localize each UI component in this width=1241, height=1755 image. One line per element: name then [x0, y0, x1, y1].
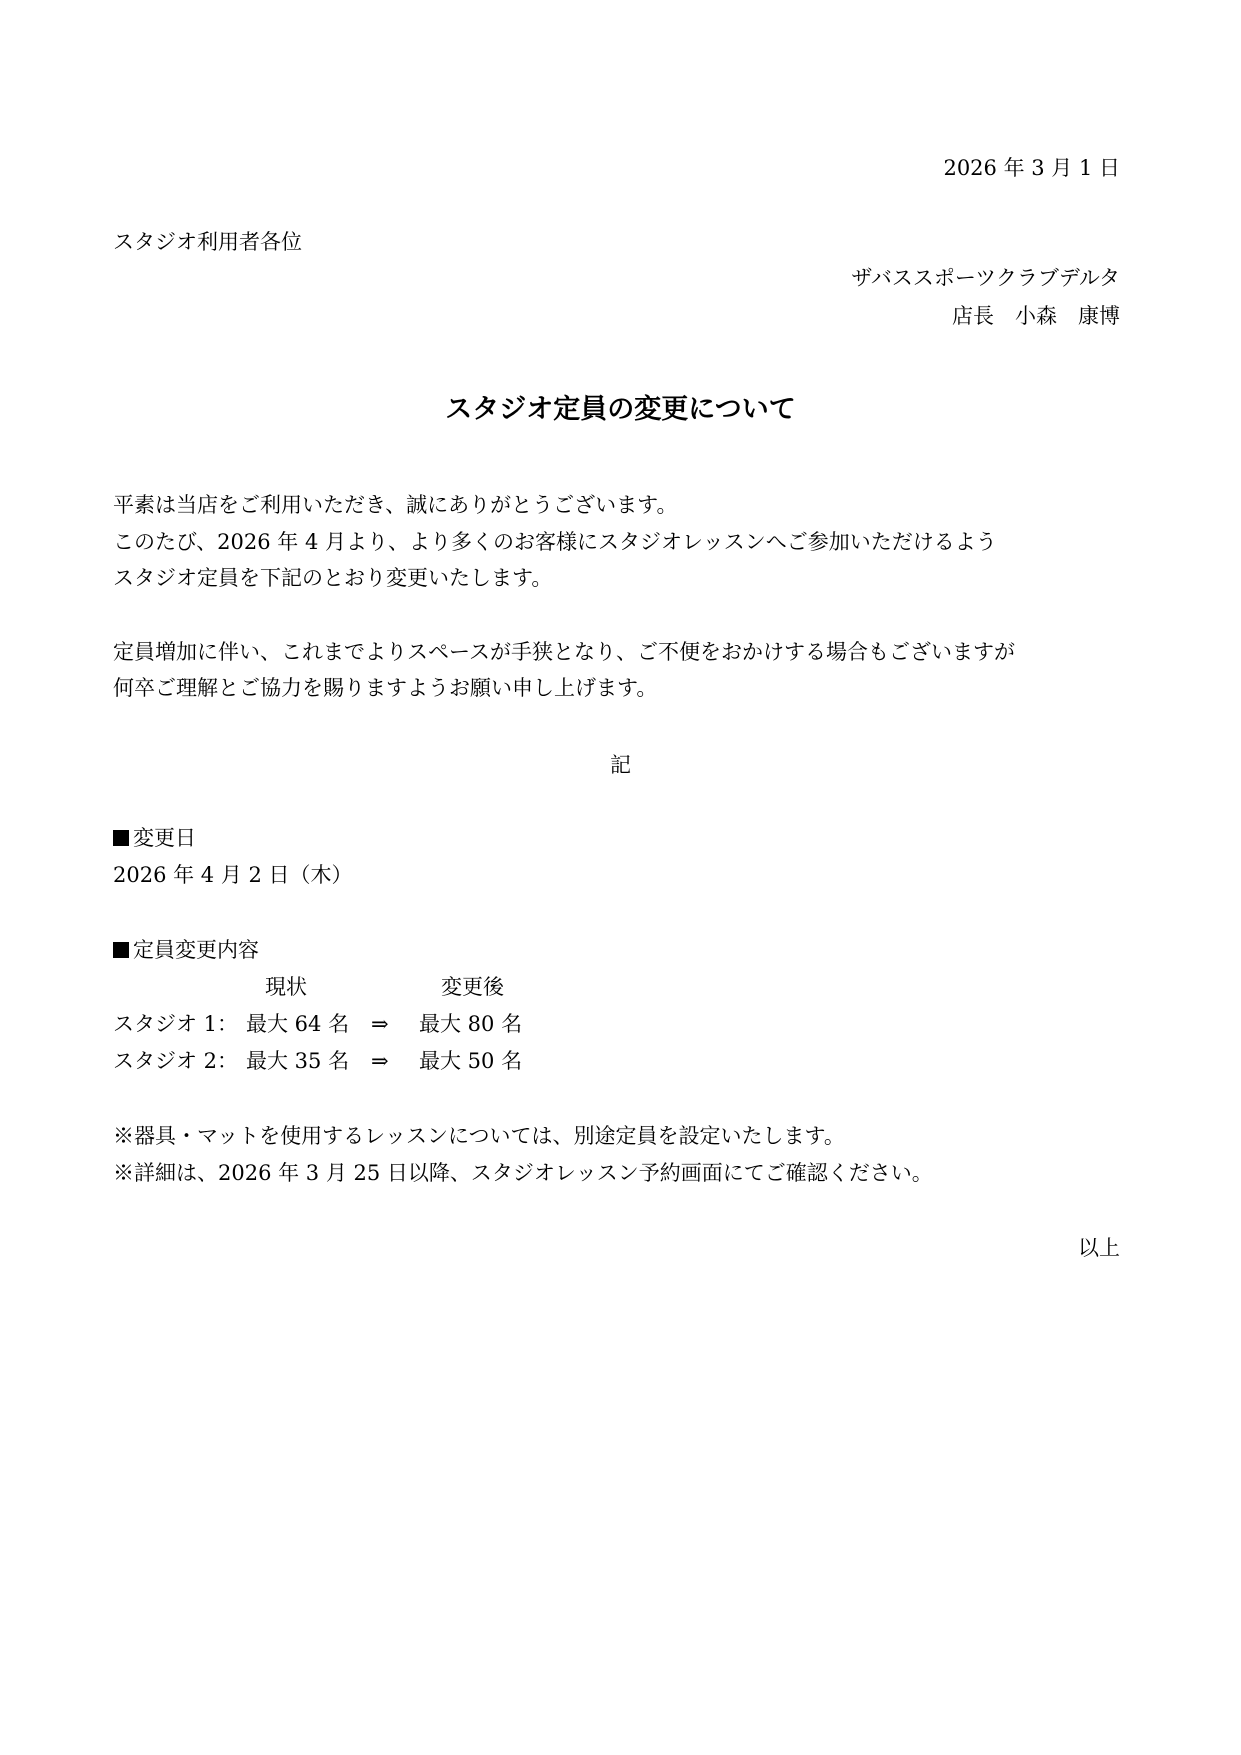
current-capacity: 最大 64 名 — [246, 1012, 350, 1036]
body-line: 平素は当店をご利用いただき、誠にありがとうございます。 — [113, 493, 678, 517]
arrow-icon: ⇒ — [371, 1049, 389, 1073]
sender-name: 店長 小森 康博 — [952, 304, 1120, 328]
closing: 以上 — [1078, 1236, 1120, 1260]
body-line: 定員増加に伴い、これまでよりスペースが手狭となり、ご不便をおかけする場合もございますが — [113, 640, 1015, 664]
change-date-value: 2026 年 4 月 2 日（木） — [113, 863, 353, 887]
column-header-current: 現状 — [265, 975, 307, 999]
new-capacity: 最大 50 名 — [419, 1049, 523, 1073]
document-title: スタジオ定員の変更について — [445, 394, 796, 425]
new-capacity: 最大 80 名 — [419, 1012, 523, 1036]
body-line: このたび、2026 年 4 月より、より多くのお客様にスタジオレッスンへご参加いただけるよう — [113, 530, 997, 554]
column-header-after: 変更後 — [441, 975, 504, 999]
black-square-bullet-icon — [113, 942, 129, 958]
capacity-row — [113, 1047, 522, 1075]
body-line: スタジオ定員を下記のとおり変更いたします。 — [113, 566, 553, 590]
capacity-row — [113, 1010, 522, 1038]
change-date-heading: 変更日 — [113, 824, 196, 852]
recipient: スタジオ利用者各位 — [113, 230, 302, 254]
note-line: ※詳細は、2026 年 3 月 25 日以降、スタジオレッスン予約画面にてご確認ください。 — [113, 1161, 933, 1185]
current-capacity: 最大 35 名 — [246, 1049, 350, 1073]
ki-heading: 記 — [610, 753, 631, 777]
issue-date: 2026 年 3 月 1 日 — [943, 156, 1120, 180]
note-line: ※器具・マットを使用するレッスンについては、別途定員を設定いたします。 — [113, 1124, 845, 1148]
arrow-icon: ⇒ — [371, 1012, 389, 1036]
black-square-bullet-icon — [113, 830, 129, 846]
studio-name: スタジオ 2： — [113, 1049, 239, 1073]
studio-name: スタジオ 1： — [113, 1012, 239, 1036]
body-line: 何卒ご理解とご協力を賜りますようお願い申し上げます。 — [113, 676, 658, 700]
capacity-heading: 定員変更内容 — [113, 936, 259, 964]
sender-organization: ザバススポーツクラブデルタ — [851, 266, 1120, 290]
